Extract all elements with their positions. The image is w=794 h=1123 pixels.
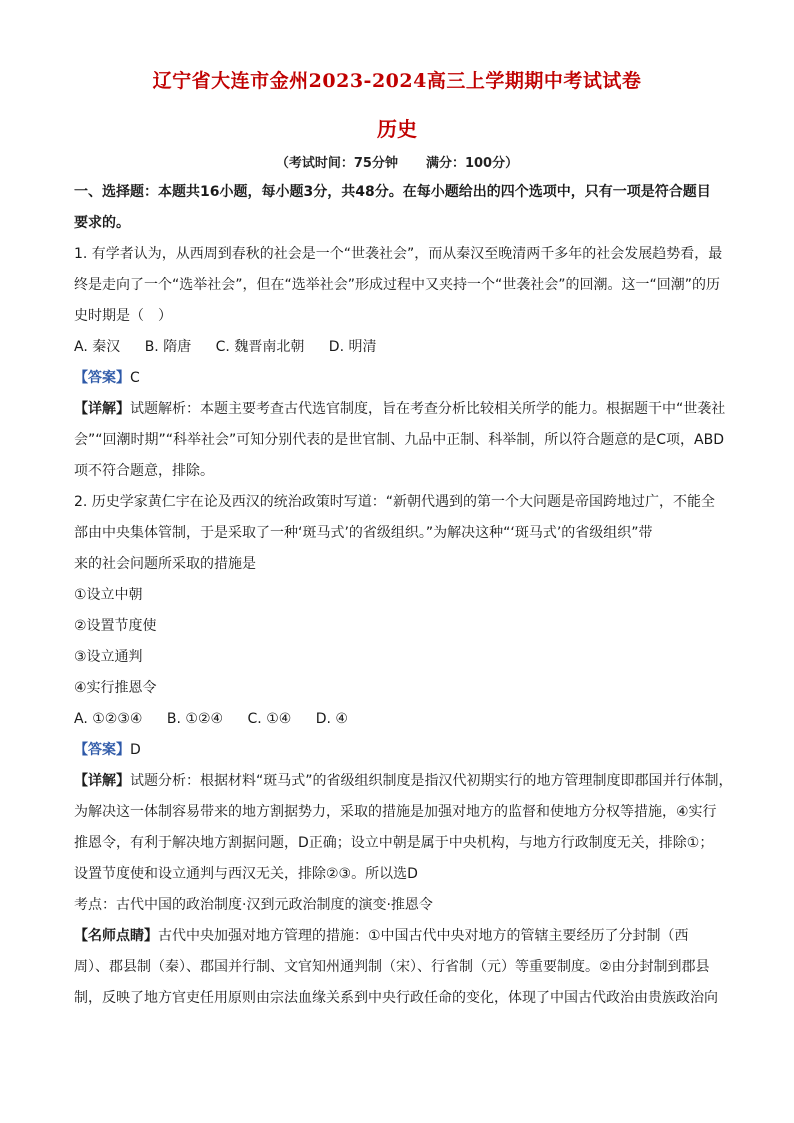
q2-option-a: A. ①②③④ <box>74 711 143 727</box>
q1-answer-value: C <box>130 370 140 386</box>
q1-stem-line-2: 终是走向了一个“选举社会”，但在“选举社会”形成过程中又夹持一个“世袭社会”的回潮。这一“回潮”的历 <box>74 277 721 293</box>
q1-detail-line-3: 项不符合题意，排除。 <box>74 463 214 479</box>
q2-detail-tag: 【详解】 <box>74 773 130 789</box>
q2-answer-tag: 【答案】 <box>74 742 130 758</box>
q2-kaodian: 考点：古代中国的政治制度·汉到元政治制度的演变·推恩令 <box>74 897 433 913</box>
q2-option-d: D. ④ <box>315 711 348 727</box>
q2-stem-line-1: 2. 历史学家黄仁宇在论及西汉的统治政策时写道：“新朝代遇到的第一个大问题是帝国跨地过广，不能全 <box>74 494 716 510</box>
q1-stem-line-1: 1. 有学者认为，从西周到春秋的社会是一个“世袭社会”，而从秦汉至晚清两千多年的社会发展趋势看，最 <box>74 246 723 262</box>
q2-tip-line-2: 周）、郡县制（秦）、郡国并行制、文官知州通判制（宋）、行省制（元）等重要制度。②由分封制到郡县 <box>74 959 710 975</box>
q2-stem-line-2: 部由中央集体管制，于是采取了一种‘斑马式’的省级组织。”为解决这种“‘斑马式’的省级组织”带 <box>74 525 653 541</box>
q2-item-4: ④实行推恩令 <box>74 680 157 696</box>
q2-tip-text-1: 古代中央加强对地方管理的措施：①中国古代中央对地方的管辖主要经历了分封制（西 <box>158 928 689 944</box>
q2-options <box>74 704 722 735</box>
q1-option-a: A. 秦汉 <box>74 339 121 355</box>
q1-option-d: D. 明清 <box>328 339 377 355</box>
q1-detail-tag: 【详解】 <box>74 401 130 417</box>
exam-score: 满分：100分） <box>425 156 519 171</box>
section-intro-line-1: 一、选择题：本题共16小题，每小题3分，共48分。在每小题给出的四个选项中，只有一项是符合题目 <box>74 184 711 200</box>
q2-item-2: ②设置节度使 <box>74 618 157 634</box>
q2-detail-line-2: 为解决这一体制容易带来的地方割据势力，采取的措施是加强对地方的监督和使地方分权等措施，④实行 <box>74 804 717 820</box>
q1-answer-tag: 【答案】 <box>74 370 130 386</box>
exam-time: （考试时间：75分钟 <box>275 156 398 171</box>
page-title: 辽宁省大连市金州2023-2024高三上学期期中考试试卷 <box>152 70 642 92</box>
q2-stem-line-3: 来的社会问题所采取的措施是 <box>74 556 256 572</box>
q2-detail-line-4: 设置节度使和设立通判与西汉无关，排除②③。所以选D <box>74 866 418 882</box>
exam-body <box>74 177 733 1014</box>
q2-detail-line-3: 推恩令，有利于解决地方割据问题，D正确；设立中朝是属于中央机构，与地方行政制度无关，排除①； <box>74 835 714 851</box>
exam-info <box>0 152 794 171</box>
q2-tip-tag: 【名师点睛】 <box>74 928 158 944</box>
q1-detail-line-1 <box>74 394 726 425</box>
section-intro-line-2: 要求的。 <box>74 215 130 231</box>
q2-tip-line-1 <box>74 921 722 952</box>
q2-option-b: B. ①②④ <box>166 711 224 727</box>
q2-item-3: ③设立通判 <box>74 649 143 665</box>
subject-title: 历史 <box>377 117 417 141</box>
q1-answer <box>74 363 722 394</box>
q2-answer <box>74 735 722 766</box>
q1-detail-line-2: 会”“回潮时期”“科举社会”可知分别代表的是世官制、九品中正制、科举制，所以符合题意的是C项，ABD <box>74 432 724 448</box>
q2-item-1: ①设立中朝 <box>74 587 143 603</box>
q1-option-c: C. 魏晋南北朝 <box>215 339 305 355</box>
q1-option-b: B. 隋唐 <box>144 339 192 355</box>
q2-tip-line-3: 制，反映了地方官吏任用原则由宗法血缘关系到中央行政任命的变化，体现了中国古代政治由贵族政治向 <box>74 990 718 1006</box>
q2-option-c: C. ①④ <box>247 711 292 727</box>
q2-detail-line-1 <box>74 766 733 797</box>
q2-answer-value: D <box>130 742 141 758</box>
q2-detail-text-1: 试题分析：根据材料“斑马式”的省级组织制度是指汉代初期实行的地方管理制度即郡国并行体制， <box>130 773 733 789</box>
q1-stem-line-3: 史时期是（ ） <box>74 308 172 324</box>
q1-detail-text-1: 试题解析：本题主要考查古代选官制度，旨在考查分析比较相关所学的能力。根据题干中“世袭社 <box>130 401 726 417</box>
q1-options <box>74 332 722 363</box>
